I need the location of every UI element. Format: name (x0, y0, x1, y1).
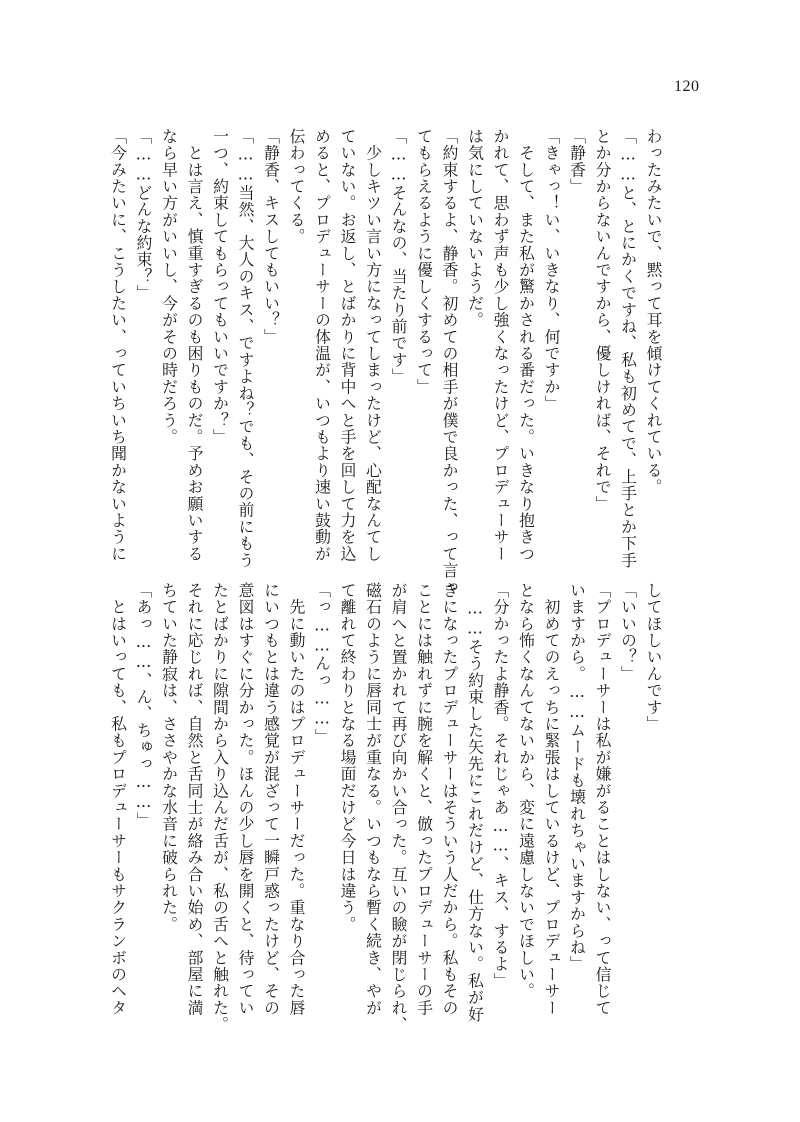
text-line: にいつもとは違う感覚が混ざって一瞬戸惑ったけど、その (261, 582, 281, 1017)
upper-text-block (108, 128, 666, 596)
text-line: 「……そんなの、当たり前です」 (389, 128, 408, 385)
text-line: 「……当然、大人のキス、ですよね？でも、その前にもう (236, 128, 255, 569)
text-line: とはいっても、私もプロデューサーもサクランボのヘタ (108, 582, 128, 1017)
text-line: 「……どんな約束？」 (134, 128, 153, 302)
text-line: 「約束するよ、静香。初めての相手が僕で良かった、って言っ (440, 128, 459, 596)
text-line: そして、また私が驚かされる番だった。いきなり抱きつ (516, 128, 536, 563)
text-line: 磁石のように唇同士が重なる。いつもなら暫く続き、やが (363, 582, 383, 1017)
page-number: 120 (674, 78, 700, 95)
text-line: ちていた静寂は、ささやかな水音に破られた。 (159, 582, 179, 933)
text-line: 先に動いたのはプロデューサーだった。重なり合った唇 (287, 582, 306, 1017)
text-line: かれて、思わず声も少し強くなったけど、プロデューサー (491, 128, 510, 563)
text-line: が肩へと置かれて再び向かい合った。互いの瞼が閉じられ、 (389, 582, 408, 1033)
text-line: ……そう約束した矢先にこれだけど、仕方ない。私が好 (465, 582, 485, 1023)
text-line: 「いいの？」 (618, 582, 638, 683)
text-line: 「……と、とにかくですね、私も初めてで、上手とか下手 (618, 128, 638, 569)
text-line: 初めてのえっちに緊張はしているけど、プロデューサー (542, 582, 561, 1017)
text-line: 「今みたいに、こうしたい、っていちいち聞かないように (108, 128, 128, 563)
text-line: 意図はすぐに分かった。ほんの少し唇を開くと、待ってい (236, 582, 255, 1017)
text-line: 少しキツい言い方になってしまったけど、心配なんてし (363, 128, 383, 563)
text-line: は気にしていないようだ。 (465, 128, 485, 329)
text-line: ことには触れずに腕を解くと、倣ったプロデューサーの手 (414, 582, 434, 1017)
text-line: て離れて終わりとなる場面だけど今日は違う。 (338, 582, 357, 933)
text-line: とは言え、慎重すぎるのも困りものだ。予めお願いする (185, 128, 204, 563)
text-line: 「きゃっ！い、いきなり、何ですか」 (542, 128, 561, 412)
text-line: となら怖くなんてないから、変に遠慮しないでほしい。 (516, 582, 536, 1000)
text-line: とか分からないんですから、優しければ、それで」 (593, 128, 612, 513)
lower-text-block (108, 582, 666, 1033)
text-line: 一つ、約束してもらってもいいですか？」 (210, 128, 230, 446)
text-line: ていない。お返し、とばかりに背中へと手を回して力を込 (338, 128, 357, 563)
text-line: それに応じれば、自然と舌同士が絡み合い始め、部屋に満 (185, 582, 204, 1017)
text-line: てもらえるように優しくするって」 (414, 128, 434, 396)
text-line: 「静香、キスしてもいい？」 (261, 128, 281, 346)
text-line: してほしいんです」 (644, 582, 663, 733)
text-line: 伝わってくる。 (287, 128, 306, 245)
text-line: 「っ……んっ……」 (312, 582, 332, 746)
text-line: 「静香」 (567, 128, 587, 195)
text-line: なら早い方がいいし、今がその時だろう。 (159, 128, 179, 446)
text-line: わったみたいで、黙って耳を傾けてくれている。 (644, 128, 663, 496)
text-line: めると、プロデューサーの体温が、いつもより速い鼓動が (312, 128, 332, 563)
text-line: たとばかりに隙間から入り込んだ舌が、私の舌へと触れた。 (210, 582, 230, 1033)
text-line: いますから。……ムードも壊れちゃいますからね」 (567, 582, 587, 973)
text-line: 「あっ……、ん、ちゅっ……」 (134, 582, 153, 829)
text-line: きになったプロデューサーはそういう人だから。私もその (440, 582, 459, 1017)
text-line: 「プロデューサーは私が嫌がることはしない、って信じて (593, 582, 612, 1017)
text-line: 「分かったよ静香。それじゃあ……、キス、するよ」 (491, 582, 510, 990)
